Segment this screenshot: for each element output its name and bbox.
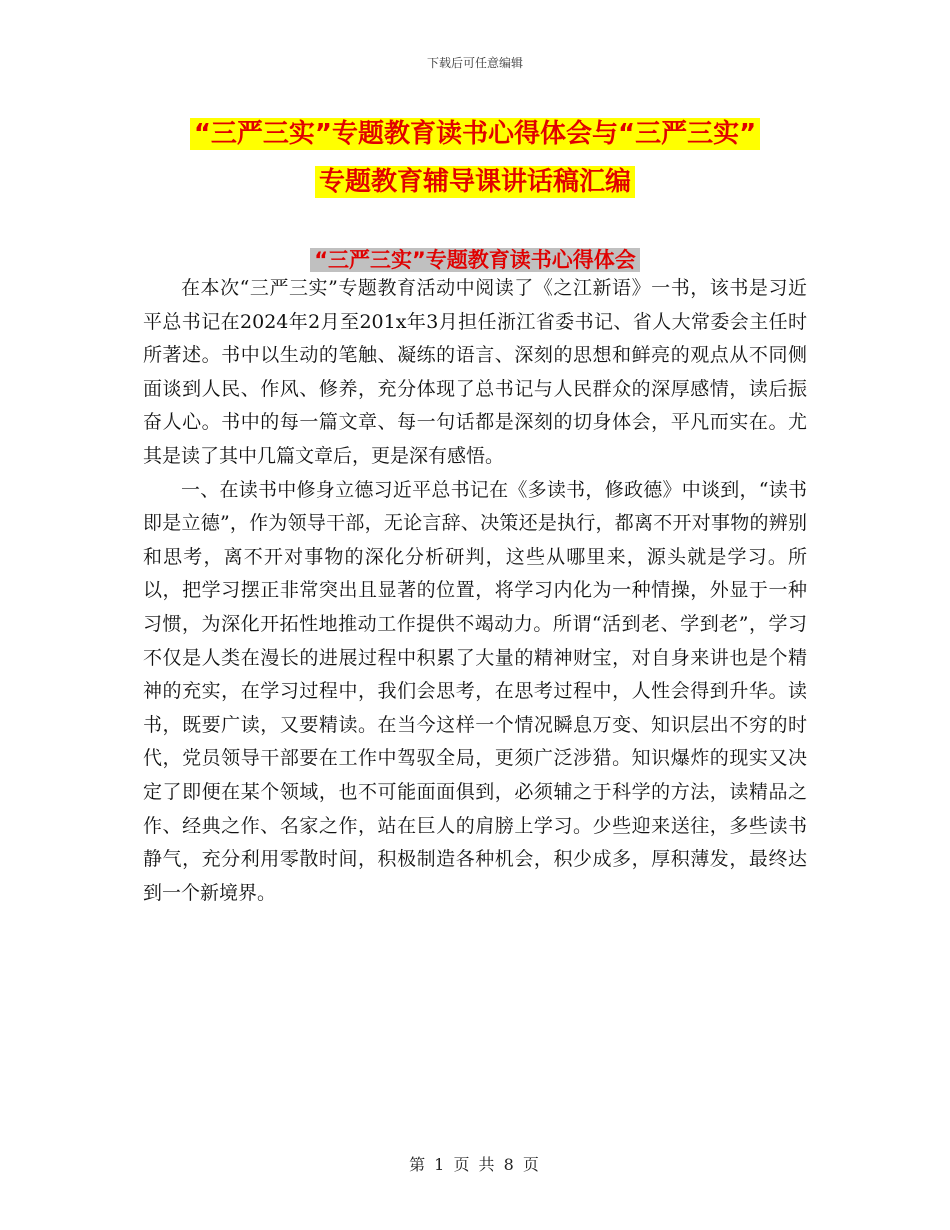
section-heading xyxy=(0,245,950,275)
section-heading-text: “三严三实”专题教育读书心得体会 xyxy=(310,248,640,272)
page-footer: 第 1 页 共 8 页 xyxy=(409,1155,541,1174)
page-header-note: 下载后可任意编辑 xyxy=(426,56,523,70)
body-text xyxy=(143,272,807,910)
paragraph-2: 一、在读书中修身立德习近平总书记在《多读书，修政德》中谈到，“读书即是立德”，作为领导干部，无论言辞、决策还是执行，都离不开对事物的辨别和思考，离不开对事物的深化分析研判，这些从哪里来，源头就是学习。所以，把学习摆正非常突出且显著的位置，将学习内化为一种情操，外显于一种习惯，为深化开拓性地推动工作提供不竭动力。所谓“活到老、学到老”，学习不仅是人类在漫长的进展过程中积累了大量的精神财宝，对自身来讲也是个精神的充实，在学习过程中，我们会思考，在思考过程中，人性会得到升华。读书，既要广读，又要精读。在当今这样一个情况瞬息万变、知识层出不穷的时代，党员领导干部要在工作中驾驭全局，更须广泛涉猎。知识爆炸的现实又决定了即便在某个领域，也不可能面面俱到，必须辅之于科学的方法，读精品之作、经典之作、名家之作，站在巨人的肩膀上学习。少些迎来送往，多些读书静气，充分利用零散时间，积极制造各种机会，积少成多，厚积薄发，最终达到一个新境界。 xyxy=(143,478,807,904)
document-title xyxy=(0,110,950,206)
title-line-1: “三严三实”专题教育读书心得体会与“三严三实” xyxy=(190,118,760,150)
paragraph-1: 在本次“三严三实”专题教育活动中阅读了《之江新语》一书，该书是习近平总书记在2024年2月至201x年3月担任浙江省委书记、省人大常委会主任时所著述。书中以生动的笔触、凝练的语言、深刻的思想和鲜亮的观点从不同侧面谈到人民、作风、修养，充分体现了总书记与人民群众的深厚感情，读后振奋人心。书中的每一篇文章、每一句话都是深刻的切身体会，平凡而实在。尤其是读了其中几篇文章后，更是深有感悟。 xyxy=(143,277,807,467)
title-line-2: 专题教育辅导课讲话稿汇编 xyxy=(315,166,635,198)
